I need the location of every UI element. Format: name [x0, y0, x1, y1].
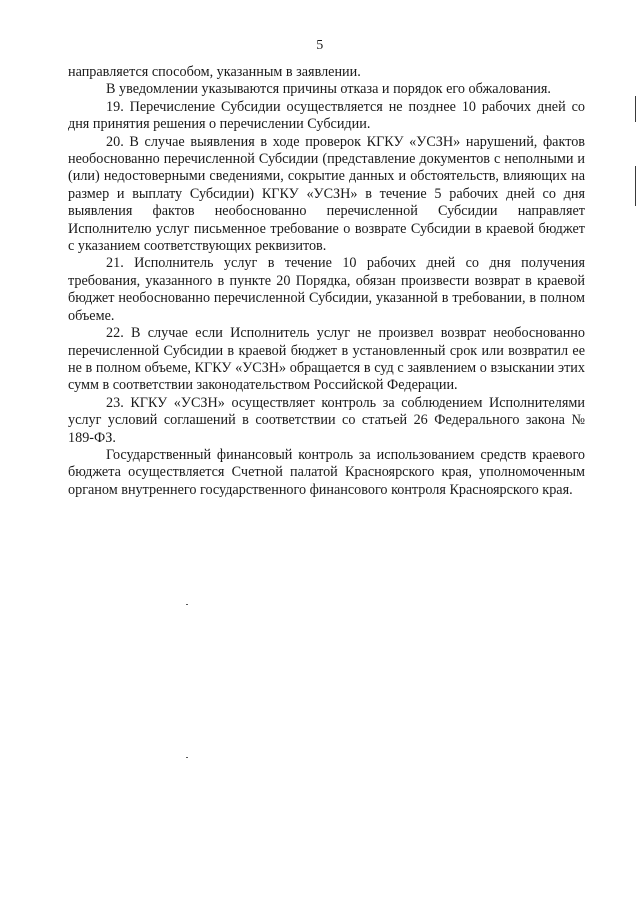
paragraph-23: 23. КГКУ «УСЗН» осуществляет контроль за соблюдением Исполнителями услуг условий соглашений в соответствии со статьей 26 Федерального закона № 189-ФЗ. [68, 394, 585, 446]
document-body [68, 64, 585, 499]
paragraph-refusal-notice: В уведомлении указываются причины отказа и порядок его обжалования. [106, 81, 551, 98]
scan-edge-mark-middle [635, 166, 636, 206]
page-number: 5 [316, 38, 324, 53]
paragraph-state-financial-control: Государственный финансовый контроль за использованием средств краевого бюджета осуществляется Счетной палатой Красноярского края, уполномоченным органом внутреннего государственного финансового контроля Красноярского края. [68, 446, 585, 498]
paragraph-21: 21. Исполнитель услуг в течение 10 рабочих дней со дня получения требования, указанного в пункте 20 Порядка, обязан произвести возврат в краевой бюджет необоснованно перечисленной Субсидии, указанной в требовании, в полном объеме. [68, 255, 585, 324]
scan-dot-lower [186, 757, 188, 758]
paragraph-continuation: направляется способом, указанным в заявлении. [68, 64, 361, 80]
paragraph-20: 20. В случае выявления в ходе проверок КГКУ «УСЗН» нарушений, фактов необоснованно перечисленной Субсидии (представление документов с неполными и (или) недостоверными сведениями, сокрытие данных и обстоятельств, влияющих на размер и выплату Субсидии) КГКУ «УСЗН» в течение 5 рабочих дней со дня выявления фактов необоснованно перечисленной Субсидии направляет Исполнителю услуг письменное требование о возврате Субсидии в краевой бюджет с указанием соответствующих реквизитов. [68, 133, 585, 255]
scan-edge-mark-upper [635, 96, 636, 122]
paragraph-22: 22. В случае если Исполнитель услуг не произвел возврат необоснованно перечисленной Субсидии в краевой бюджет в установленный срок или возвратил ее не в полном объеме, КГКУ «УСЗН» обращается в суд с заявлением о взыскании этих сумм в соответствии законодательством Российской Федерации. [68, 325, 585, 394]
scan-dot-upper [186, 604, 188, 605]
paragraph-19: 19. Перечисление Субсидии осуществляется не позднее 10 рабочих дней со дня принятия решения о перечислении Субсидии. [68, 98, 585, 133]
